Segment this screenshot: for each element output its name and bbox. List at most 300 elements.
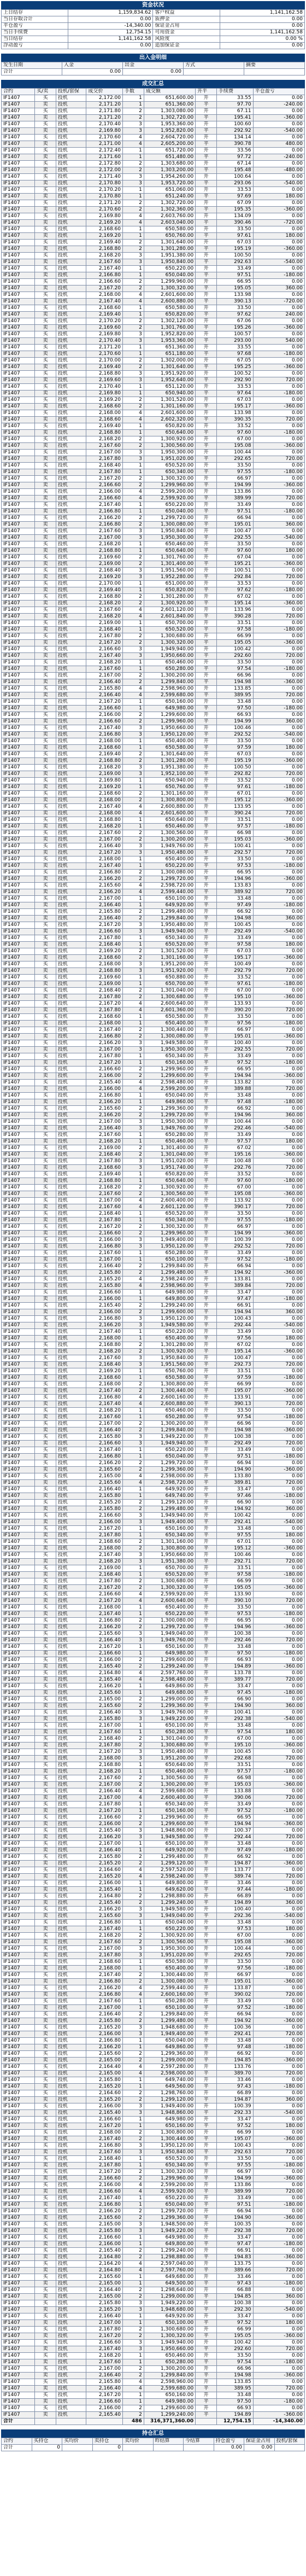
trade-fee: 66.97 <box>217 476 254 482</box>
trade-open-close: 平 <box>196 1664 217 1670</box>
trade-pnl: 0.00 <box>253 1355 304 1362</box>
trade-open-close: 开 <box>196 1736 217 1742</box>
table-row <box>2 994 305 1001</box>
trade-price: 2,168.60 <box>86 417 123 423</box>
trade-fee: 292.65 <box>217 456 254 463</box>
trade-contract: IF1407 <box>2 331 35 338</box>
table-row <box>2 2405 305 2412</box>
trade-hedge: 投机 <box>56 1217 86 1224</box>
trade-price: 2,168.40 <box>86 627 123 633</box>
trade-open-close: 开 <box>196 725 217 732</box>
trade-price: 2,169.00 <box>86 771 123 778</box>
trade-fee: 66.92 <box>217 1106 254 1112</box>
table-row <box>2 2373 305 2379</box>
trade-pnl: 0.00 <box>253 266 304 272</box>
account-label: 当日结存 <box>2 36 68 43</box>
positions-total-value: 0.00 <box>214 2445 244 2451</box>
trade-amount: 1,300,680.00 <box>144 2327 195 2333</box>
trade-price: 2,168.60 <box>86 305 123 312</box>
trade-pnl: 720.00 <box>253 2189 304 2195</box>
trade-contract: IF1407 <box>2 417 35 423</box>
trade-price: 2,167.40 <box>86 1329 123 1336</box>
trade-lots: 1 <box>122 706 144 712</box>
trade-fee: 66.95 <box>217 1815 254 1821</box>
trade-lots: 3 <box>122 1631 144 1637</box>
trade-price: 2,166.40 <box>86 2373 123 2379</box>
trade-hedge: 投机 <box>56 2038 86 2044</box>
trade-price: 2,168.40 <box>86 942 123 948</box>
trade-lots: 2 <box>122 1027 144 1034</box>
trade-lots: 3 <box>122 1953 144 1959</box>
trade-pnl: -180.00 <box>253 902 304 909</box>
trade-contract: IF1407 <box>2 299 35 305</box>
trade-amount: 1,948,500.00 <box>144 2222 195 2228</box>
table-row <box>2 1841 305 1848</box>
table-row <box>2 1493 305 1500</box>
trade-side: 买 <box>35 436 56 443</box>
trade-side: 买 <box>35 791 56 797</box>
trade-price: 2,166.20 <box>86 1322 123 1329</box>
trade-fee: 194.96 <box>217 1112 254 1119</box>
trade-hedge: 投机 <box>56 1473 86 1480</box>
trade-open-close: 平 <box>196 1217 217 1224</box>
trade-fee: 100.42 <box>217 2340 254 2346</box>
trade-fee: 100.64 <box>217 174 254 180</box>
trade-fee: 133.82 <box>217 1080 254 1086</box>
trade-fee: 97.60 <box>217 430 254 436</box>
trade-price: 2,166.40 <box>86 1710 123 1716</box>
trade-price: 2,169.40 <box>86 312 123 318</box>
trade-contract: IF1407 <box>2 95 35 102</box>
table-row <box>2 1697 305 1703</box>
trade-amount: 651,360.00 <box>144 345 195 351</box>
trade-fee: 390.28 <box>217 614 254 620</box>
table-row <box>2 345 305 351</box>
trade-contract: IF1407 <box>2 1198 35 1204</box>
trade-pnl: 180.00 <box>253 1139 304 1145</box>
table-row <box>2 1047 305 1053</box>
trade-contract: IF1407 <box>2 1788 35 1795</box>
trade-side: 买 <box>35 1605 56 1611</box>
trade-open-close: 平 <box>196 535 217 541</box>
trade-fee: 97.52 <box>217 2005 254 2012</box>
trade-pnl: 360.00 <box>253 2294 304 2300</box>
trade-price: 2,166.20 <box>86 1099 123 1106</box>
trade-fee: 194.85 <box>217 2294 254 2300</box>
positions-total-value <box>123 2445 154 2451</box>
trade-hedge: 投机 <box>56 1040 86 1047</box>
trade-price: 2,165.20 <box>86 1861 123 1867</box>
trade-contract: IF1407 <box>2 1191 35 1198</box>
table-row <box>2 1316 305 1322</box>
trade-open-close: 开 <box>196 95 217 102</box>
trade-side: 买 <box>35 555 56 561</box>
trade-price: 2,165.80 <box>86 909 123 916</box>
trade-price: 2,166.20 <box>86 1834 123 1841</box>
trade-hedge: 投机 <box>56 2294 86 2300</box>
trade-side: 买 <box>35 397 56 404</box>
trade-price: 2,166.00 <box>86 712 123 719</box>
trade-lots: 4 <box>122 489 144 496</box>
trade-hedge: 投机 <box>56 1920 86 1926</box>
trade-price: 2,165.80 <box>86 1283 123 1290</box>
trade-pnl: 720.00 <box>253 1441 304 1447</box>
trade-open-close: 开 <box>196 633 217 640</box>
trade-fee: 67.00 <box>217 988 254 994</box>
trade-contract: IF1407 <box>2 666 35 673</box>
trade-open-close: 平 <box>196 1716 217 1723</box>
trade-open-close: 平 <box>196 325 217 331</box>
trade-price: 2,165.00 <box>86 2058 123 2064</box>
trade-lots: 3 <box>122 1749 144 1756</box>
trade-contract: IF1407 <box>2 817 35 824</box>
trade-price: 2,167.60 <box>86 1998 123 2005</box>
trade-price: 2,166.60 <box>86 2176 123 2182</box>
table-row <box>2 167 305 174</box>
trade-fee: 195.10 <box>217 1742 254 1749</box>
trade-amount: 1,949,580.00 <box>144 1834 195 1841</box>
trade-hedge: 投机 <box>56 843 86 850</box>
trade-price: 2,166.60 <box>86 1651 123 1657</box>
trade-fee: 33.51 <box>217 620 254 627</box>
trade-side: 买 <box>35 988 56 994</box>
table-row <box>2 443 305 450</box>
trade-pnl: 720.00 <box>253 1086 304 1093</box>
trade-hedge: 投机 <box>56 1552 86 1559</box>
table-row <box>2 1296 305 1303</box>
trade-pnl: 0.00 <box>253 318 304 325</box>
trade-open-close: 平 <box>196 154 217 161</box>
trade-open-close: 平 <box>196 1375 217 1382</box>
trade-contract: IF1407 <box>2 548 35 555</box>
trade-hedge: 投机 <box>56 2077 86 2084</box>
trade-lots: 1 <box>122 509 144 515</box>
trade-amount: 651,120.00 <box>144 384 195 391</box>
trade-open-close: 平 <box>196 745 217 751</box>
trade-price: 2,167.60 <box>86 2149 123 2156</box>
trade-open-close: 开 <box>196 436 217 443</box>
trade-pnl: 0.00 <box>253 187 304 194</box>
trade-contract: IF1407 <box>2 988 35 994</box>
trade-open-close: 平 <box>196 1848 217 1854</box>
trade-price: 2,169.20 <box>86 574 123 581</box>
trade-side: 买 <box>35 345 56 351</box>
trade-lots: 3 <box>122 371 144 377</box>
trade-lots: 1 <box>122 2202 144 2208</box>
trade-hedge: 投机 <box>56 817 86 824</box>
trade-pnl: 0.00 <box>253 1749 304 1756</box>
table-row <box>2 1132 305 1139</box>
trade-hedge: 投机 <box>56 226 86 233</box>
trade-lots: 3 <box>122 1716 144 1723</box>
trade-fee: 195.08 <box>217 1939 254 1946</box>
trade-price: 2,166.60 <box>86 1231 123 1237</box>
trade-hedge: 投机 <box>56 200 86 207</box>
trade-lots: 4 <box>122 213 144 220</box>
trade-lots: 3 <box>122 2307 144 2313</box>
trade-contract: IF1407 <box>2 732 35 738</box>
trade-open-close: 开 <box>196 1395 217 1401</box>
deposits-col-header: 摘要 <box>244 62 305 69</box>
trade-fee: 292.68 <box>217 1756 254 1762</box>
table-row <box>2 102 305 108</box>
table-row <box>2 522 305 528</box>
trade-contract: IF1407 <box>2 1966 35 1972</box>
trade-pnl: -360.00 <box>253 404 304 410</box>
trade-fee: 194.87 <box>217 2097 254 2103</box>
trade-open-close: 平 <box>196 1112 217 1119</box>
trade-contract: IF1407 <box>2 522 35 528</box>
trade-open-close: 开 <box>196 2392 217 2399</box>
trade-amount: 1,301,160.00 <box>144 404 195 410</box>
account-label: 当日存取合计 <box>2 16 68 23</box>
trade-lots: 1 <box>122 666 144 673</box>
trade-pnl: 0.00 <box>253 240 304 246</box>
trade-pnl: 0.00 <box>253 1946 304 1953</box>
trade-contract: IF1407 <box>2 1578 35 1585</box>
table-row <box>2 594 305 601</box>
trade-contract: IF1407 <box>2 1559 35 1565</box>
trade-amount: 651,000.00 <box>144 581 195 587</box>
trade-contract: IF1407 <box>2 1946 35 1953</box>
trade-hedge: 投机 <box>56 1939 86 1946</box>
trade-contract: IF1407 <box>2 1736 35 1742</box>
trade-pnl: 0.00 <box>253 1657 304 1664</box>
trade-pnl: 0.00 <box>253 135 304 141</box>
trade-fee: 33.48 <box>217 2392 254 2399</box>
trade-hedge: 投机 <box>56 1349 86 1355</box>
trade-lots: 2 <box>122 1309 144 1316</box>
trade-contract: IF1407 <box>2 1887 35 1893</box>
trade-hedge: 投机 <box>56 1788 86 1795</box>
trade-pnl: 0.00 <box>253 397 304 404</box>
trade-amount: 2,598,000.00 <box>144 1473 195 1480</box>
trade-price: 2,166.60 <box>86 2117 123 2123</box>
trade-lots: 1 <box>122 266 144 272</box>
positions-total-value: 0 <box>92 2445 123 2451</box>
trade-fee: 100.38 <box>217 2300 254 2307</box>
trade-amount: 1,951,560.00 <box>144 568 195 574</box>
trade-contract: IF1407 <box>2 1572 35 1578</box>
table-row <box>2 1559 305 1565</box>
table-row <box>2 1283 305 1290</box>
trade-fee: 33.50 <box>217 856 254 863</box>
trade-amount: 2,600,880.00 <box>144 804 195 811</box>
trade-fee: 194.99 <box>217 482 254 489</box>
account-value: 1,141,162.58 <box>220 10 304 16</box>
trade-lots: 1 <box>122 2117 144 2123</box>
trade-fee: 195.12 <box>217 1546 254 1552</box>
trade-open-close: 开 <box>196 1526 217 1532</box>
table-row <box>2 1473 305 1480</box>
table-row <box>2 2077 305 2084</box>
trade-amount: 1,950,480.00 <box>144 922 195 929</box>
table-row <box>2 745 305 751</box>
trade-pnl: 0.00 <box>253 1473 304 1480</box>
trade-price: 2,168.00 <box>86 811 123 817</box>
positions-table <box>1 2438 305 2451</box>
trade-pnl: 0.00 <box>253 1592 304 1598</box>
trade-side: 买 <box>35 1040 56 1047</box>
trade-lots: 2 <box>122 2405 144 2412</box>
trade-lots: 2 <box>122 1106 144 1112</box>
table-row <box>2 95 305 102</box>
trade-fee: 195.05 <box>217 2333 254 2340</box>
trade-lots: 1 <box>122 2077 144 2084</box>
trade-amount: 1,302,000.00 <box>144 358 195 364</box>
trade-amount: 2,601,840.00 <box>144 614 195 620</box>
trade-amount: 650,460.00 <box>144 541 195 548</box>
trade-open-close: 开 <box>196 1145 217 1152</box>
trade-amount: 649,920.00 <box>144 2313 195 2320</box>
trade-fee: 97.56 <box>217 1021 254 1027</box>
table-row <box>2 1185 305 1191</box>
trade-open-close: 平 <box>196 2346 217 2353</box>
trade-side: 买 <box>35 1277 56 1283</box>
trade-price: 2,168.40 <box>86 988 123 994</box>
trade-open-close: 开 <box>196 1185 217 1191</box>
trade-side: 卖 <box>35 1742 56 1749</box>
table-row <box>2 902 305 909</box>
trade-price: 2,166.00 <box>86 2405 123 2412</box>
table-row <box>2 719 305 725</box>
trade-open-close: 开 <box>196 699 217 706</box>
trade-fee: 194.85 <box>217 2058 254 2064</box>
trade-open-close: 平 <box>196 2307 217 2313</box>
trade-fee: 67.02 <box>217 1342 254 1349</box>
trade-price: 2,171.20 <box>86 200 123 207</box>
trade-amount: 1,301,640.00 <box>144 240 195 246</box>
trade-pnl: -540.00 <box>253 1126 304 1132</box>
trade-pnl: 0.00 <box>253 2208 304 2215</box>
trade-side: 卖 <box>35 1585 56 1592</box>
trade-open-close: 开 <box>196 292 217 299</box>
trade-contract: IF1407 <box>2 1703 35 1710</box>
table-row <box>2 1263 305 1270</box>
trade-hedge: 投机 <box>56 1368 86 1375</box>
trade-open-close: 平 <box>196 994 217 1001</box>
trade-amount: 1,300,920.00 <box>144 1933 195 1939</box>
trade-open-close: 开 <box>196 1854 217 1861</box>
trade-lots: 2 <box>122 1585 144 1592</box>
table-row <box>2 587 305 594</box>
trade-open-close: 开 <box>196 1500 217 1506</box>
trade-open-close: 平 <box>196 246 217 253</box>
trade-hedge: 投机 <box>56 2405 86 2412</box>
trade-amount: 1,299,720.00 <box>144 515 195 522</box>
trade-hedge: 投机 <box>56 404 86 410</box>
trade-fee: 33.51 <box>217 817 254 824</box>
trade-side: 买 <box>35 1382 56 1388</box>
trade-side: 卖 <box>35 391 56 397</box>
trade-price: 2,167.00 <box>86 896 123 902</box>
trade-pnl: 720.00 <box>253 2268 304 2274</box>
trades-total-label: 合计 <box>2 2418 35 2425</box>
trade-price: 2,170.20 <box>86 187 123 194</box>
trade-contract: IF1407 <box>2 1611 35 1618</box>
trade-side: 卖 <box>35 1703 56 1710</box>
table-row <box>2 1788 305 1795</box>
trade-fee: 97.52 <box>217 1257 254 1263</box>
trade-side: 卖 <box>35 666 56 673</box>
trade-lots: 2 <box>122 1861 144 1867</box>
trade-fee: 66.93 <box>217 712 254 719</box>
trade-contract: IF1407 <box>2 2215 35 2222</box>
trade-amount: 649,980.00 <box>144 1290 195 1296</box>
table-row <box>2 187 305 194</box>
account-value: 1,159,834.62 <box>68 10 153 16</box>
table-row <box>2 1139 305 1145</box>
table-row <box>2 1408 305 1414</box>
trade-price: 2,166.00 <box>86 1821 123 1828</box>
trade-price: 2,167.00 <box>86 673 123 679</box>
trade-fee: 66.95 <box>217 1618 254 1624</box>
trade-open-close: 平 <box>196 299 217 305</box>
table-row <box>2 1611 305 1618</box>
trade-amount: 2,598,480.00 <box>144 1677 195 1683</box>
trade-hedge: 投机 <box>56 1408 86 1414</box>
trade-pnl: 0.00 <box>253 331 304 338</box>
trade-side: 卖 <box>35 994 56 1001</box>
trade-open-close: 开 <box>196 2287 217 2294</box>
trade-lots: 1 <box>122 1211 144 1217</box>
trade-hedge: 投机 <box>56 1329 86 1336</box>
trade-amount: 1,950,840.00 <box>144 528 195 535</box>
trade-fee: 100.46 <box>217 725 254 732</box>
trade-side: 买 <box>35 2156 56 2163</box>
trade-fee: 66.95 <box>217 1066 254 1073</box>
table-row <box>2 817 305 824</box>
trade-pnl: 0.00 <box>253 1670 304 1677</box>
trade-lots: 1 <box>122 1132 144 1139</box>
trade-amount: 1,301,280.00 <box>144 1342 195 1349</box>
trade-amount: 1,301,040.00 <box>144 1152 195 1158</box>
table-row <box>2 1277 305 1283</box>
trade-hedge: 投机 <box>56 2189 86 2195</box>
trade-fee: 97.64 <box>217 391 254 397</box>
trade-price: 2,167.00 <box>86 1198 123 1204</box>
table-row <box>2 1224 305 1231</box>
trade-fee: 66.99 <box>217 1382 254 1388</box>
table-row <box>2 404 305 410</box>
trade-contract: IF1407 <box>2 213 35 220</box>
trade-open-close: 平 <box>196 1756 217 1762</box>
trade-price: 2,168.60 <box>86 1165 123 1172</box>
table-row <box>2 1322 305 1329</box>
trade-open-close: 平 <box>196 2071 217 2077</box>
trade-amount: 2,597,760.00 <box>144 1670 195 1677</box>
trade-price: 2,167.40 <box>86 2136 123 2143</box>
trade-amount: 1,301,040.00 <box>144 1736 195 1742</box>
trade-pnl: 720.00 <box>253 1834 304 1841</box>
trade-contract: IF1407 <box>2 463 35 469</box>
trade-hedge: 投机 <box>56 1001 86 1007</box>
trade-pnl: 0.00 <box>253 1460 304 1467</box>
trade-fee: 33.50 <box>217 226 254 233</box>
trade-open-close: 开 <box>196 331 217 338</box>
trade-fee: 292.46 <box>217 1126 254 1132</box>
table-row <box>2 1578 305 1585</box>
trade-contract: IF1407 <box>2 2143 35 2149</box>
trade-lots: 4 <box>122 1086 144 1093</box>
trade-side: 买 <box>35 2327 56 2333</box>
trade-side: 卖 <box>35 167 56 174</box>
table-row <box>2 2012 305 2018</box>
trade-side: 卖 <box>35 1086 56 1093</box>
trade-price: 2,167.80 <box>86 1578 123 1585</box>
trade-contract: IF1407 <box>2 1697 35 1703</box>
trade-open-close: 开 <box>196 1998 217 2005</box>
